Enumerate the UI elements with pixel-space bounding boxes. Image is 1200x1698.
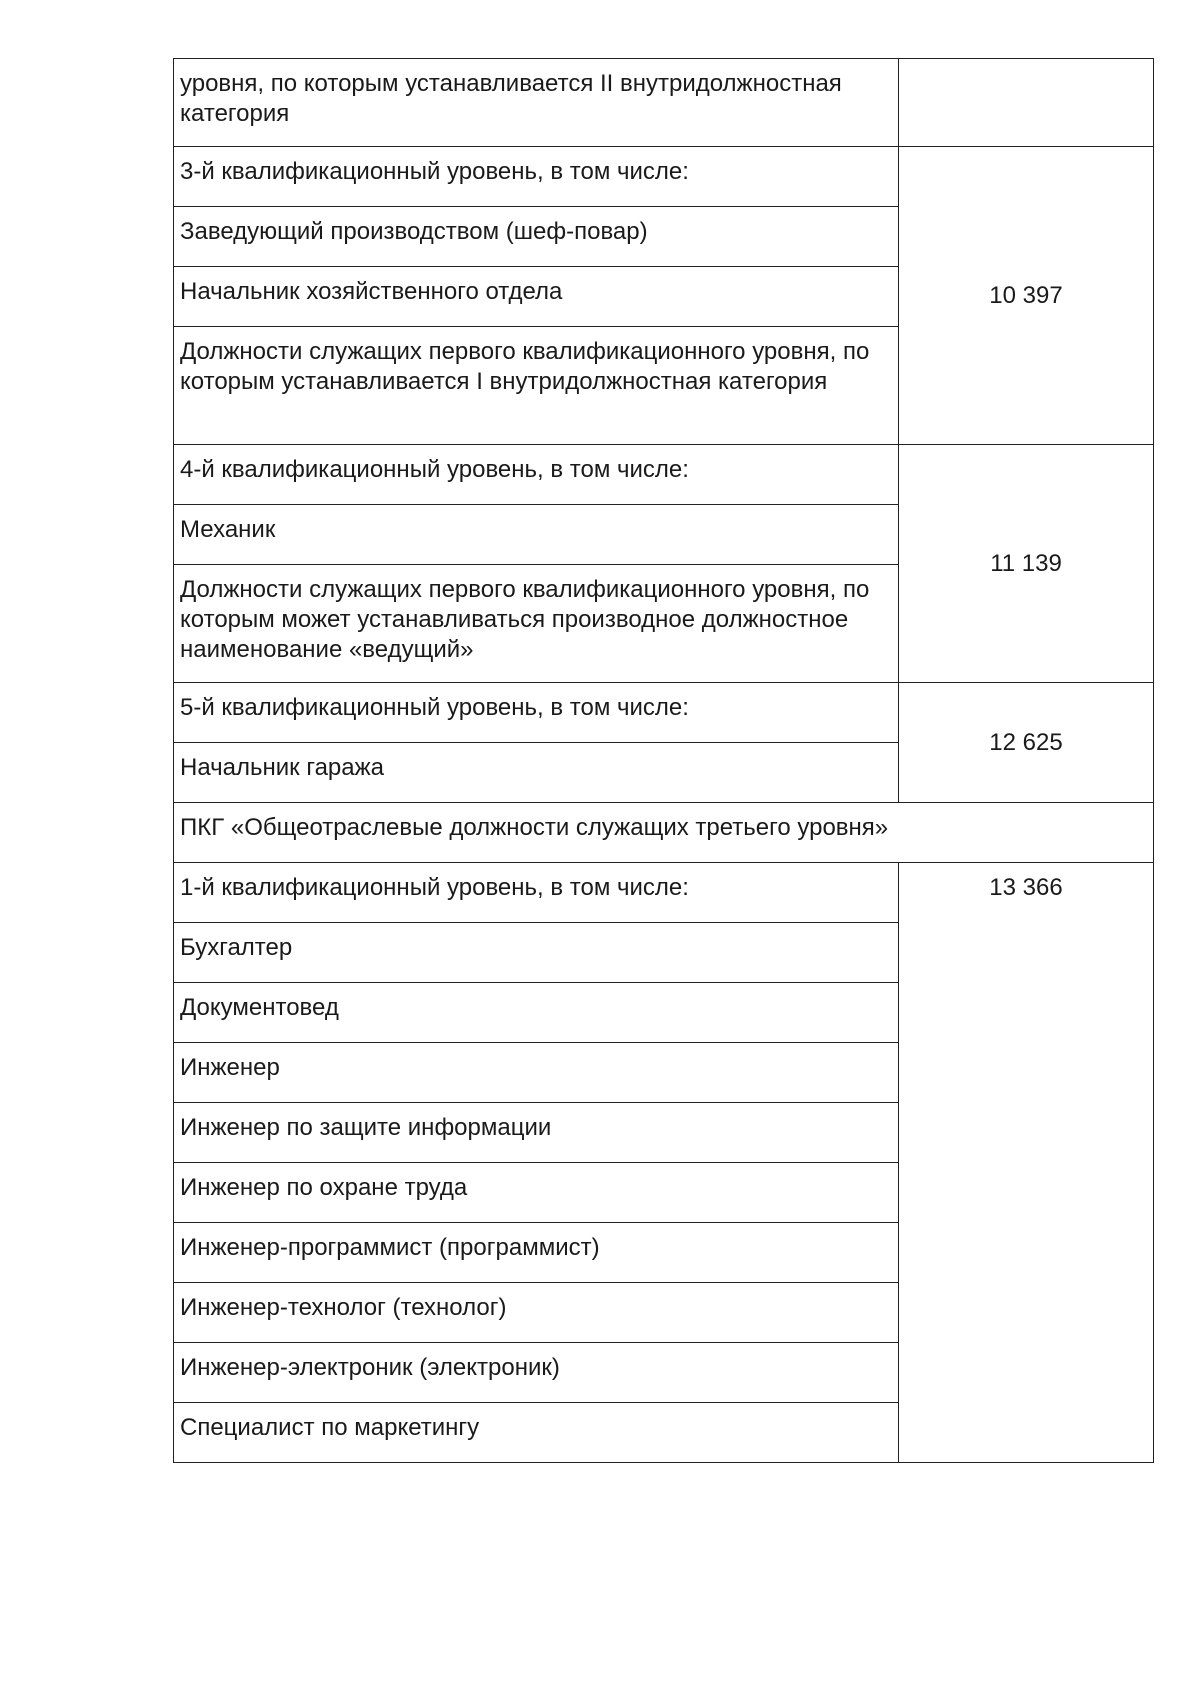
position-cell: уровня, по которым устанавливается II внутридолжностная категория <box>174 59 899 147</box>
position-cell: Механик <box>174 505 899 565</box>
table-row <box>174 445 1154 505</box>
salary-cell-empty <box>899 59 1154 147</box>
qualification-level-cell: 5-й квалификационный уровень, в том числе: <box>174 683 899 743</box>
salary-table <box>173 58 1154 1463</box>
qualification-level-cell: 4-й квалификационный уровень, в том числе: <box>174 445 899 505</box>
position-cell: Бухгалтер <box>174 923 899 983</box>
table-row <box>174 59 1154 147</box>
position-cell: Начальник гаража <box>174 743 899 803</box>
position-cell: Инженер <box>174 1043 899 1103</box>
table-row <box>174 147 1154 207</box>
position-cell: Инженер по защите информации <box>174 1103 899 1163</box>
position-cell: Специалист по маркетингу <box>174 1403 899 1463</box>
position-cell: Документовед <box>174 983 899 1043</box>
position-cell: Инженер по охране труда <box>174 1163 899 1223</box>
table-row <box>174 863 1154 923</box>
position-cell: Должности служащих первого квалификационного уровня, по которым устанавливается I внутридолжностная категория <box>174 327 899 445</box>
group-header-cell: ПКГ «Общеотраслевые должности служащих третьего уровня» <box>174 803 1154 863</box>
position-cell: Должности служащих первого квалификационного уровня, по которым может устанавливаться производное должностное наименование «ведущий» <box>174 565 899 683</box>
position-cell: Начальник хозяйственного отдела <box>174 267 899 327</box>
qualification-level-cell: 3-й квалификационный уровень, в том числе: <box>174 147 899 207</box>
position-cell: Инженер-технолог (технолог) <box>174 1283 899 1343</box>
qualification-level-cell: 1-й квалификационный уровень, в том числе: <box>174 863 899 923</box>
salary-cell: 10 397 <box>899 147 1154 445</box>
position-cell: Инженер-электроник (электроник) <box>174 1343 899 1403</box>
position-cell: Инженер-программист (программист) <box>174 1223 899 1283</box>
salary-cell: 11 139 <box>899 445 1154 683</box>
salary-cell: 12 625 <box>899 683 1154 803</box>
position-cell: Заведующий производством (шеф-повар) <box>174 207 899 267</box>
table-row <box>174 803 1154 863</box>
table-row <box>174 683 1154 743</box>
salary-cell: 13 366 <box>899 863 1154 1463</box>
